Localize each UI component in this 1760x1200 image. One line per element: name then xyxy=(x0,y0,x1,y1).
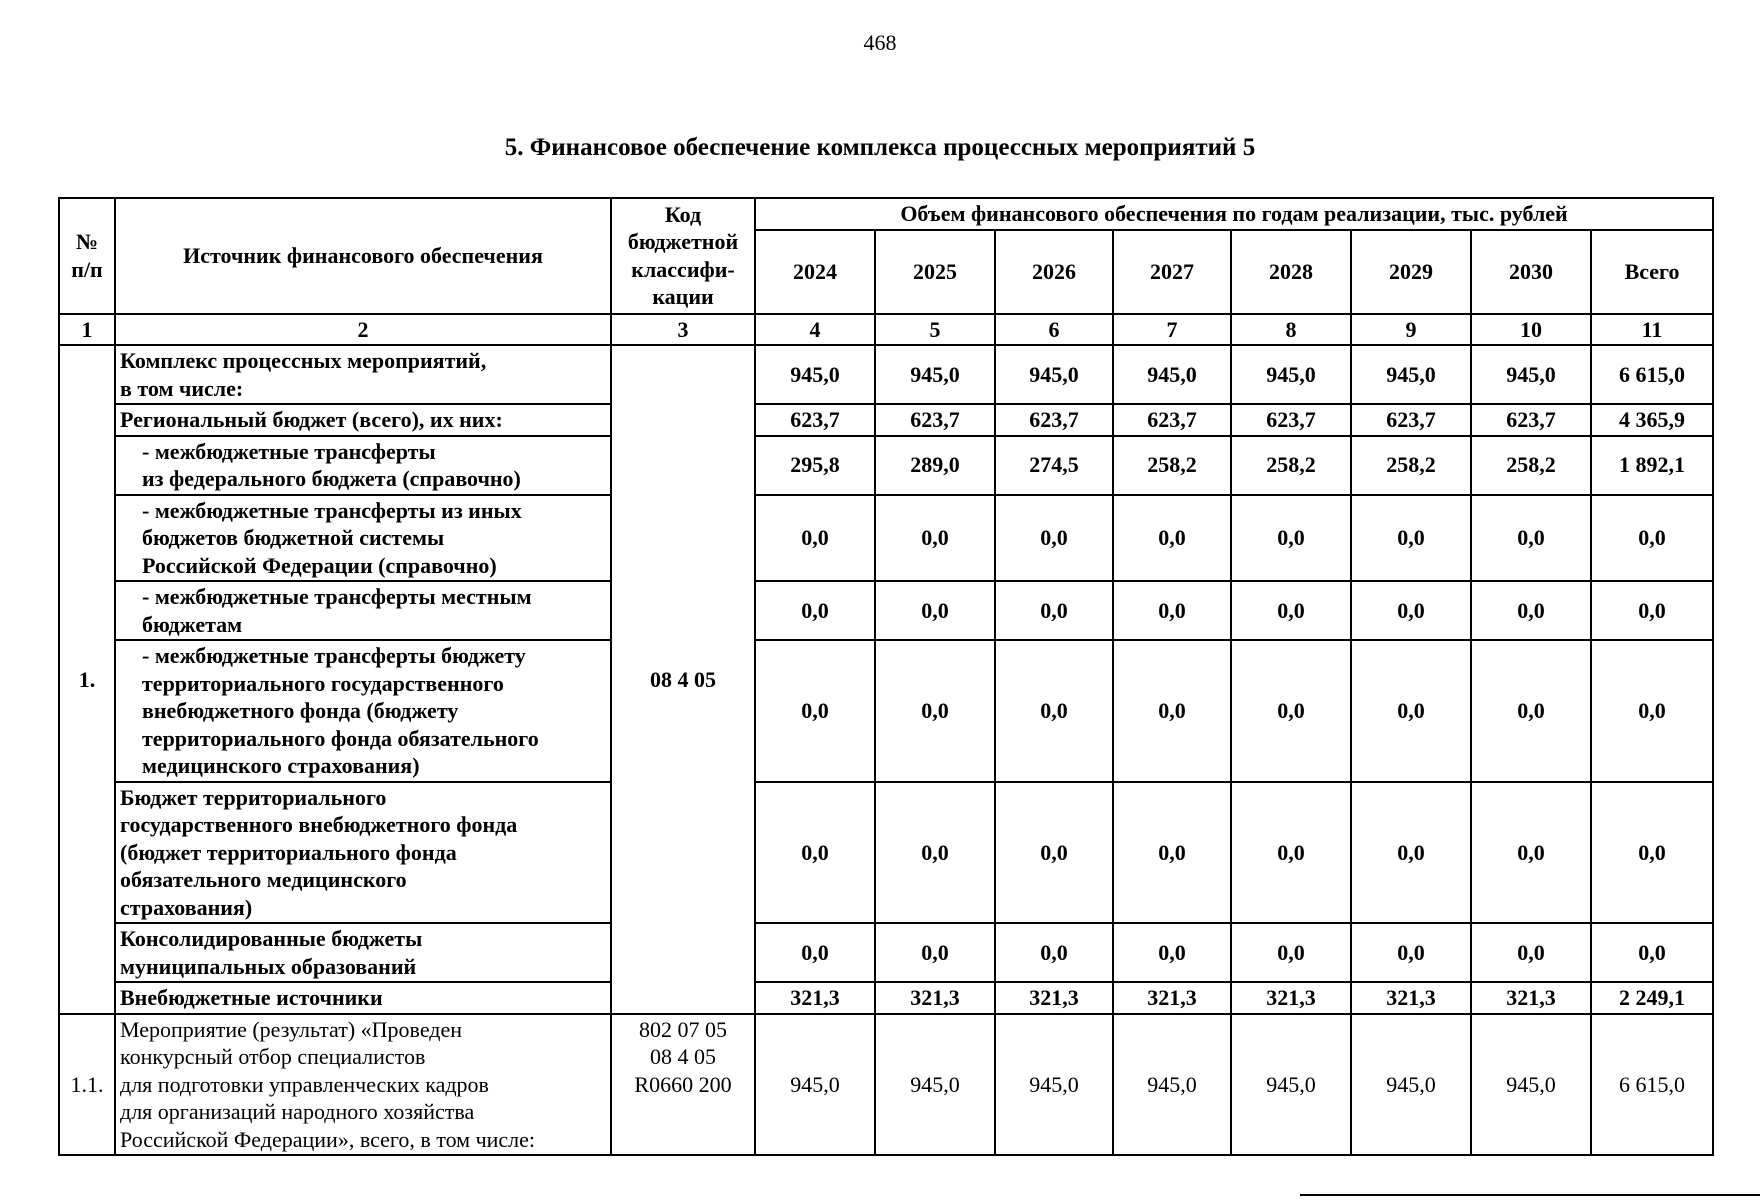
year-value: 623,7 xyxy=(1351,404,1471,436)
year-value: 0,0 xyxy=(875,581,995,640)
financing-table xyxy=(58,197,1714,1156)
source-text: Бюджет территориального xyxy=(120,784,387,810)
source-text: для подготовки управленческих кадров xyxy=(120,1071,489,1097)
column-number: 8 xyxy=(1231,314,1351,346)
total-value: 2 249,1 xyxy=(1591,982,1713,1014)
header-year: 2030 xyxy=(1471,230,1591,314)
source-text: обязательного медицинского xyxy=(120,867,407,892)
total-value: 4 365,9 xyxy=(1591,404,1713,436)
column-number: 6 xyxy=(995,314,1113,346)
year-value: 945,0 xyxy=(1231,1014,1351,1156)
year-value: 321,3 xyxy=(875,982,995,1014)
year-value: 945,0 xyxy=(995,1014,1113,1156)
source-text: - межбюджетные трансферты xyxy=(142,438,436,464)
table-row xyxy=(59,436,1713,495)
year-value: 321,3 xyxy=(755,982,875,1014)
source-text: в том числе: xyxy=(120,375,244,401)
year-value: 945,0 xyxy=(995,345,1113,404)
source-text: - межбюджетные трансферты бюджету xyxy=(142,643,526,668)
source-text: территориального государственного xyxy=(142,670,504,696)
year-value: 0,0 xyxy=(995,495,1113,582)
year-value: 945,0 xyxy=(1351,345,1471,404)
year-value: 945,0 xyxy=(875,345,995,404)
year-value: 0,0 xyxy=(1231,640,1351,782)
year-value: 321,3 xyxy=(1351,982,1471,1014)
year-value: 0,0 xyxy=(1113,640,1231,782)
year-value: 623,7 xyxy=(1231,404,1351,436)
budget-code-line: 802 07 05 xyxy=(639,1016,727,1042)
source-cell xyxy=(115,982,611,1014)
year-value: 0,0 xyxy=(1471,581,1591,640)
source-cell xyxy=(115,436,611,495)
source-cell xyxy=(115,404,611,436)
year-value: 0,0 xyxy=(995,581,1113,640)
header-source: Источник финансового обеспечения xyxy=(115,198,611,314)
source-text: конкурсный отбор специалистов xyxy=(120,1044,426,1069)
column-number: 10 xyxy=(1471,314,1591,346)
total-value: 6 615,0 xyxy=(1591,1014,1713,1156)
source-text: (бюджет территориального фонда xyxy=(120,839,457,865)
year-value: 0,0 xyxy=(1351,495,1471,582)
year-value: 945,0 xyxy=(1113,345,1231,404)
source-text: бюджетам xyxy=(142,611,243,637)
year-value: 0,0 xyxy=(1231,782,1351,924)
year-value: 0,0 xyxy=(1471,782,1591,924)
total-value: 0,0 xyxy=(1591,640,1713,782)
budget-code-line: 08 4 05 xyxy=(650,1044,716,1069)
year-value: 0,0 xyxy=(1113,581,1231,640)
year-value: 0,0 xyxy=(755,640,875,782)
total-value: 0,0 xyxy=(1591,782,1713,924)
year-value: 0,0 xyxy=(875,495,995,582)
column-number: 9 xyxy=(1351,314,1471,346)
year-value: 0,0 xyxy=(995,640,1113,782)
year-value: 0,0 xyxy=(995,782,1113,924)
table-row xyxy=(59,345,1713,404)
table-row xyxy=(59,640,1713,782)
total-value: 0,0 xyxy=(1591,495,1713,582)
source-text: муниципальных образований xyxy=(120,953,417,979)
source-cell xyxy=(115,1014,611,1156)
table-row xyxy=(59,404,1713,436)
year-value: 945,0 xyxy=(1231,345,1351,404)
year-value: 623,7 xyxy=(995,404,1113,436)
year-value: 258,2 xyxy=(1231,436,1351,495)
table-row xyxy=(59,982,1713,1014)
source-text: Внебюджетные источники xyxy=(120,985,383,1010)
source-cell xyxy=(115,782,611,924)
row-number: 1. xyxy=(59,345,115,1014)
year-value: 945,0 xyxy=(755,1014,875,1156)
year-value: 0,0 xyxy=(1351,923,1471,982)
header-year: 2029 xyxy=(1351,230,1471,314)
header-year: Всего xyxy=(1591,230,1713,314)
source-text: Мероприятие (результат) «Проведен xyxy=(120,1016,463,1042)
year-value: 0,0 xyxy=(1351,640,1471,782)
source-text: для организаций народного хозяйства xyxy=(120,1099,475,1124)
year-value: 321,3 xyxy=(995,982,1113,1014)
year-value: 321,3 xyxy=(1231,982,1351,1014)
year-value: 258,2 xyxy=(1351,436,1471,495)
header-no: № п/п xyxy=(59,198,115,314)
table-row xyxy=(59,1014,1713,1156)
header-year: 2026 xyxy=(995,230,1113,314)
source-text: страхования) xyxy=(120,894,253,920)
year-value: 0,0 xyxy=(875,640,995,782)
source-text: - межбюджетные трансферты местным xyxy=(142,584,532,609)
column-number: 2 xyxy=(115,314,611,346)
total-value: 6 615,0 xyxy=(1591,345,1713,404)
header-year: 2028 xyxy=(1231,230,1351,314)
year-value: 623,7 xyxy=(755,404,875,436)
year-value: 945,0 xyxy=(755,345,875,404)
source-cell xyxy=(115,581,611,640)
source-text: Российской Федерации (справочно) xyxy=(142,552,497,578)
source-cell xyxy=(115,640,611,782)
year-value: 274,5 xyxy=(995,436,1113,495)
year-value: 945,0 xyxy=(1351,1014,1471,1156)
year-value: 0,0 xyxy=(1471,923,1591,982)
source-text: Региональный бюджет (всего), их них: xyxy=(120,407,503,432)
year-value: 0,0 xyxy=(755,581,875,640)
budget-code: 08 4 05 xyxy=(611,345,755,1014)
source-cell xyxy=(115,345,611,404)
year-value: 321,3 xyxy=(1471,982,1591,1014)
source-text: из федерального бюджета (справочно) xyxy=(142,466,521,491)
source-cell xyxy=(115,923,611,982)
header-code: Код бюджетной классифи-кации xyxy=(611,198,755,314)
total-value: 0,0 xyxy=(1591,581,1713,640)
column-number: 3 xyxy=(611,314,755,346)
year-value: 289,0 xyxy=(875,436,995,495)
year-value: 0,0 xyxy=(1231,581,1351,640)
total-value: 0,0 xyxy=(1591,923,1713,982)
row-number: 1.1. xyxy=(59,1014,115,1156)
year-value: 0,0 xyxy=(755,782,875,924)
header-year: 2024 xyxy=(755,230,875,314)
source-text: - межбюджетные трансферты из иных xyxy=(142,497,522,523)
total-value: 1 892,1 xyxy=(1591,436,1713,495)
year-value: 258,2 xyxy=(1113,436,1231,495)
column-number: 1 xyxy=(59,314,115,346)
year-value: 0,0 xyxy=(755,495,875,582)
header-year: 2027 xyxy=(1113,230,1231,314)
table-row xyxy=(59,782,1713,924)
year-value: 0,0 xyxy=(995,923,1113,982)
year-value: 623,7 xyxy=(875,404,995,436)
year-value: 0,0 xyxy=(1471,495,1591,582)
header-year: 2025 xyxy=(875,230,995,314)
bottom-rule xyxy=(1300,1194,1760,1196)
column-number: 4 xyxy=(755,314,875,346)
year-value: 0,0 xyxy=(1351,782,1471,924)
year-value: 945,0 xyxy=(875,1014,995,1156)
year-value: 0,0 xyxy=(1471,640,1591,782)
source-text: медицинского страхования) xyxy=(142,753,420,778)
budget-code-line: R0660 200 xyxy=(634,1071,732,1097)
year-value: 0,0 xyxy=(875,923,995,982)
year-value: 945,0 xyxy=(1113,1014,1231,1156)
year-value: 0,0 xyxy=(1231,923,1351,982)
source-text: Российской Федерации», всего, в том числе: xyxy=(120,1126,536,1152)
year-value: 0,0 xyxy=(755,923,875,982)
source-text: государственного внебюджетного фонда xyxy=(120,812,518,837)
year-value: 321,3 xyxy=(1113,982,1231,1014)
year-value: 0,0 xyxy=(1113,495,1231,582)
column-number: 5 xyxy=(875,314,995,346)
year-value: 0,0 xyxy=(1113,782,1231,924)
year-value: 945,0 xyxy=(1471,1014,1591,1156)
source-cell xyxy=(115,495,611,582)
table-row xyxy=(59,495,1713,582)
year-value: 0,0 xyxy=(1231,495,1351,582)
source-text: бюджетов бюджетной системы xyxy=(142,525,445,550)
year-value: 623,7 xyxy=(1113,404,1231,436)
year-value: 0,0 xyxy=(875,782,995,924)
year-value: 945,0 xyxy=(1471,345,1591,404)
column-number: 7 xyxy=(1113,314,1231,346)
header-volume: Объем финансового обеспечения по годам реализации, тыс. рублей xyxy=(755,198,1713,230)
year-value: 0,0 xyxy=(1351,581,1471,640)
document-title: 5. Финансовое обеспечение комплекса процессных мероприятий 5 xyxy=(504,134,1256,161)
column-number: 11 xyxy=(1591,314,1713,346)
year-value: 623,7 xyxy=(1471,404,1591,436)
table-row xyxy=(59,923,1713,982)
source-text: территориального фонда обязательного xyxy=(142,725,539,751)
table-row xyxy=(59,581,1713,640)
source-text: внебюджетного фонда (бюджету xyxy=(142,698,459,723)
year-value: 295,8 xyxy=(755,436,875,495)
year-value: 258,2 xyxy=(1471,436,1591,495)
year-value: 0,0 xyxy=(1113,923,1231,982)
source-text: Комплекс процессных мероприятий, xyxy=(120,348,487,373)
budget-code xyxy=(611,1014,755,1156)
page-number: 468 xyxy=(863,30,897,55)
source-text: Консолидированные бюджеты xyxy=(120,926,423,951)
